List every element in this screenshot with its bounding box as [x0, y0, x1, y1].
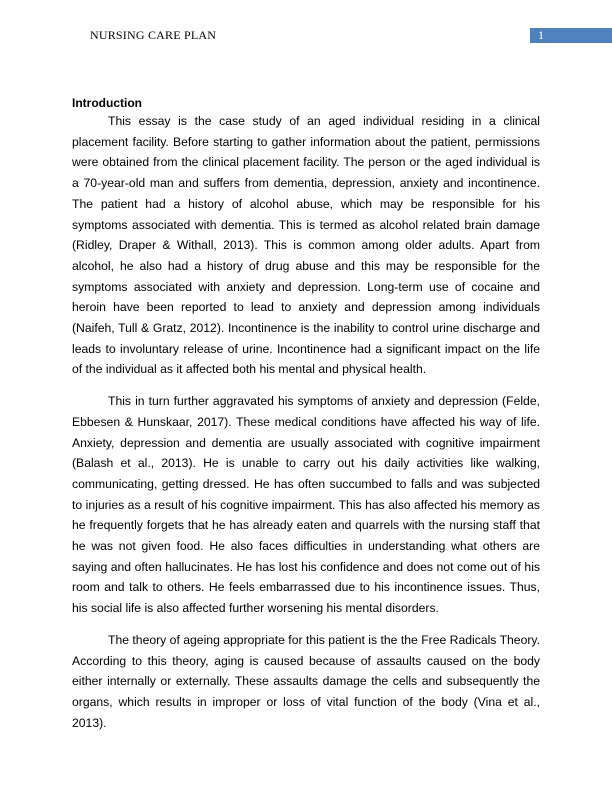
paragraph-2: This in turn further aggravated his symptoms of anxiety and depression (Felde, Ebbesen & Hunskaar, 2017). These medical conditions have affected his way of life. Anxiety, depression and dementia are usually associated with cognitive impairment (Balash et al., 2013). He is unable to carry out his daily activities like walking, communicating, getting dressed. He has often succumbed to falls and was subjected to injuries as a result of his cognitive impairment. This has also affected his memory as he frequently forgets that he has already eaten and quarrels with the nursing staff that he was not given food. He also faces difficulties in understanding what others are saying and often hallucinates. He has lost his confidence and does not come out of his room and talk to others. He feels embarrassed due to his incontinence issues. Thus, his social life is also affected further worsening his mental disorders.: [72, 394, 540, 616]
paragraph-1: This essay is the case study of an aged individual residing in a clinical placement facility. Before starting to gather information about the patient, permissions were obtained from the clinical placement facility. The person or the aged individual is a 70-year-old man and suffers from dementia, depression, anxiety and incontinence. The patient had a history of alcohol abuse, which may be responsible for his symptoms associated with dementia. This is termed as alcohol related brain damage (Ridley, Draper & Withall, 2013). This is common among older adults. Apart from alcohol, he also had a history of drug abuse and this may be responsible for the symptoms associated with anxiety and depression. Long-term use of cocaine and heroin have been reported to lead to anxiety and depression among individuals (Naifeh, Tull & Gratz, 2012). Incontinence is the inability to control urine discharge and leads to involuntary release of urine. Incontinence had a significant impact on the life of the individual as it affected both his mental and physical health.: [72, 114, 540, 377]
page-number: 1: [538, 28, 544, 42]
page-number-badge: [530, 28, 612, 43]
running-header-title: NURSING CARE PLAN: [90, 28, 217, 42]
document-body: [72, 95, 540, 744]
paragraph-3: The theory of ageing appropriate for this patient is the the Free Radicals Theory. According to this theory, aging is caused because of assaults caused on the body either internally or externally. These assaults damage the cells and subsequently the organs, which results in improper or loss of vital function of the body (Vina et al., 2013).: [72, 632, 540, 730]
section-heading-introduction: Introduction: [72, 96, 142, 110]
